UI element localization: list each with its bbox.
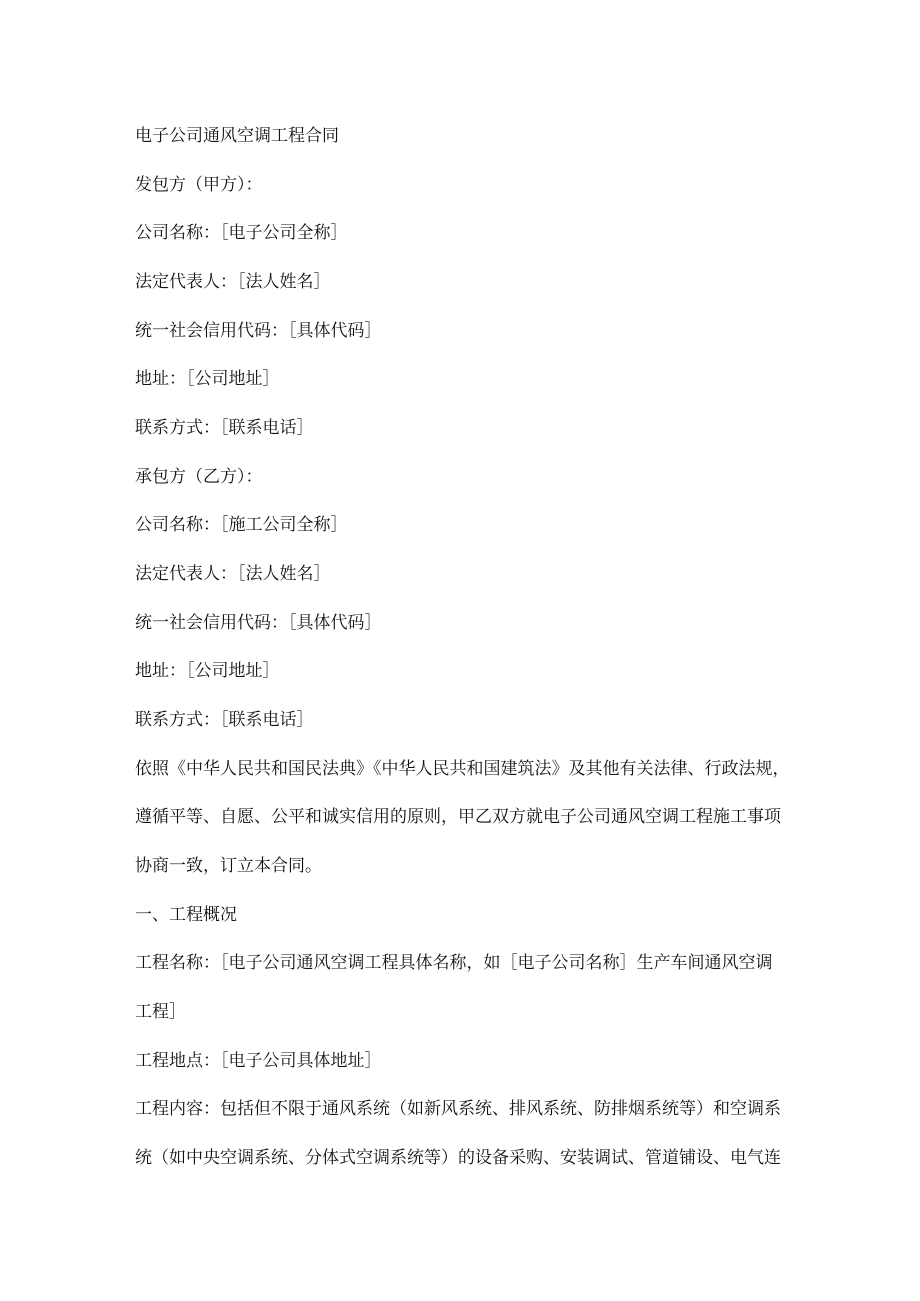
project-content-line: 工程内容：包括但不限于通风系统（如新风系统、排风系统、防排烟系统等）和空调系	[135, 1099, 781, 1119]
party-b-heading: 承包方（乙方）：	[135, 467, 263, 487]
party-a-address: 地址：［公司地址］	[135, 369, 280, 389]
preamble-line: 遵循平等、自愿、公平和诚实信用的原则，甲乙双方就电子公司通风空调工程施工事项	[135, 807, 781, 827]
party-b-address: 地址：［公司地址］	[135, 661, 280, 681]
party-a-contact: 联系方式：［联系电话］	[135, 418, 314, 438]
party-b-contact: 联系方式：［联系电话］	[135, 710, 314, 730]
party-a-company-name: 公司名称：［电子公司全称］	[135, 223, 348, 243]
party-a-legal-rep: 法定代表人：［法人姓名］	[135, 272, 331, 292]
preamble-line: 协商一致，订立本合同。	[135, 856, 322, 876]
section-heading: 一、工程概况	[135, 905, 237, 925]
party-a-credit-code: 统一社会信用代码：［具体代码］	[135, 321, 382, 341]
party-a-heading: 发包方（甲方）：	[135, 175, 263, 195]
party-b-company-name: 公司名称：［施工公司全称］	[135, 515, 348, 535]
preamble-line: 依照《中华人民共和国民法典》《中华人民共和国建筑法》及其他有关法律、行政法规，	[135, 759, 790, 779]
document-title: 电子公司通风空调工程合同	[135, 126, 339, 146]
project-content-line: 统（如中央空调系统、分体式空调系统等）的设备采购、安装调试、管道铺设、电气连	[135, 1148, 781, 1168]
party-b-credit-code: 统一社会信用代码：［具体代码］	[135, 613, 382, 633]
project-location: 工程地点：［电子公司具体地址］	[135, 1051, 382, 1071]
party-b-legal-rep: 法定代表人：［法人姓名］	[135, 564, 331, 584]
project-name-line: 工程］	[135, 1002, 186, 1022]
project-name-line: 工程名称：［电子公司通风空调工程具体名称，如［电子公司名称］生产车间通风空调	[135, 953, 773, 973]
